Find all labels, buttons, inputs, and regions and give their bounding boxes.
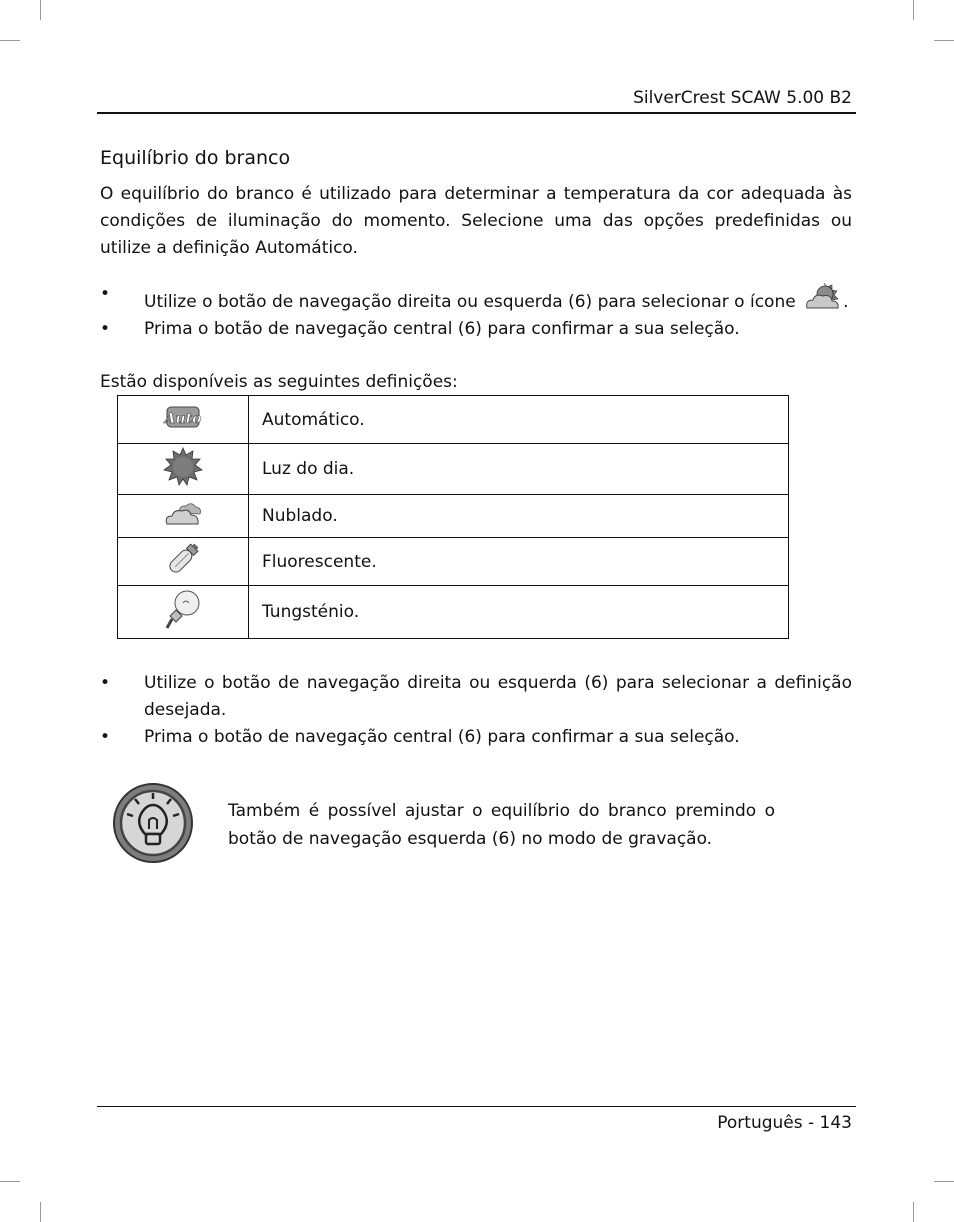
bullet: •: [100, 284, 111, 304]
table-row: [118, 586, 789, 639]
list-item-text: Prima o botão de navegação central (6) para confirmar a sua seleção.: [144, 727, 740, 747]
table-cell-icon: [118, 444, 249, 495]
auto-icon: [163, 400, 203, 434]
footer-rule: [97, 1106, 856, 1107]
table-cell-label: Fluorescente.: [249, 538, 789, 586]
table-cell-label: Nublado.: [249, 495, 789, 538]
fluorescent-icon: [161, 539, 205, 579]
list-item-text: Utilize o botão de navegação direita ou esquerda (6) para selecionar o ícone: [144, 292, 796, 312]
lightbulb-tip-icon: [108, 782, 194, 864]
crop-mark: [0, 1181, 20, 1182]
list-item: [100, 670, 852, 724]
table-row: [118, 538, 789, 586]
table-cell-label: Luz do dia.: [249, 444, 789, 495]
instruction-list: [100, 281, 852, 343]
crop-mark: [913, 0, 914, 20]
svg-text:Auto: Auto: [164, 411, 202, 427]
list-item-text: Prima o botão de navegação central (6) para confirmar a sua seleção.: [144, 319, 740, 339]
page-number: Português - 143: [717, 1113, 852, 1133]
header-rule: [97, 112, 856, 114]
white-balance-icon: [801, 281, 843, 315]
table-cell-icon: [118, 586, 249, 639]
table-row: [118, 444, 789, 495]
table-cell-label: Tungsténio.: [249, 586, 789, 639]
bullet: •: [100, 319, 111, 339]
table-cell-icon: [118, 495, 249, 538]
list-item-suffix: .: [843, 292, 849, 312]
crop-mark: [913, 1202, 914, 1222]
list-item: [100, 316, 852, 343]
table-cell-icon: [118, 396, 249, 444]
daylight-icon: [163, 447, 203, 487]
tungsten-icon: [162, 588, 204, 632]
intro-paragraph: O equilíbrio do branco é utilizado para determinar a temperatura da cor adequada às condições de iluminação do momento. Selecione uma das opções predefinidas ou utilize a definição Automático.: [100, 184, 852, 258]
header-title: SilverCrest SCAW 5.00 B2: [633, 88, 852, 108]
crop-mark: [40, 0, 41, 20]
settings-table: [117, 395, 789, 639]
section-heading: Equilíbrio do branco: [100, 147, 291, 169]
instruction-list: [100, 670, 852, 751]
table-cell-icon: [118, 538, 249, 586]
available-label: Estão disponíveis as seguintes definições:: [100, 372, 458, 392]
crop-mark: [934, 40, 954, 41]
bullet: •: [100, 727, 111, 747]
bullet: •: [100, 673, 111, 693]
crop-mark: [40, 1202, 41, 1222]
table-cell-label: Automático.: [249, 396, 789, 444]
list-item-text: Utilize o botão de navegação direita ou esquerda (6) para selecionar a definição desejada.: [144, 673, 852, 720]
table-row: [118, 495, 789, 538]
list-item: [100, 724, 852, 751]
crop-mark: [0, 40, 20, 41]
cloudy-icon: [163, 499, 203, 529]
table-row: [118, 396, 789, 444]
list-item: [100, 281, 852, 316]
tip-text: Também é possível ajustar o equilíbrio do branco premindo o botão de navegação esquerda (6) no modo de gravação.: [228, 801, 775, 849]
crop-mark: [934, 1181, 954, 1182]
